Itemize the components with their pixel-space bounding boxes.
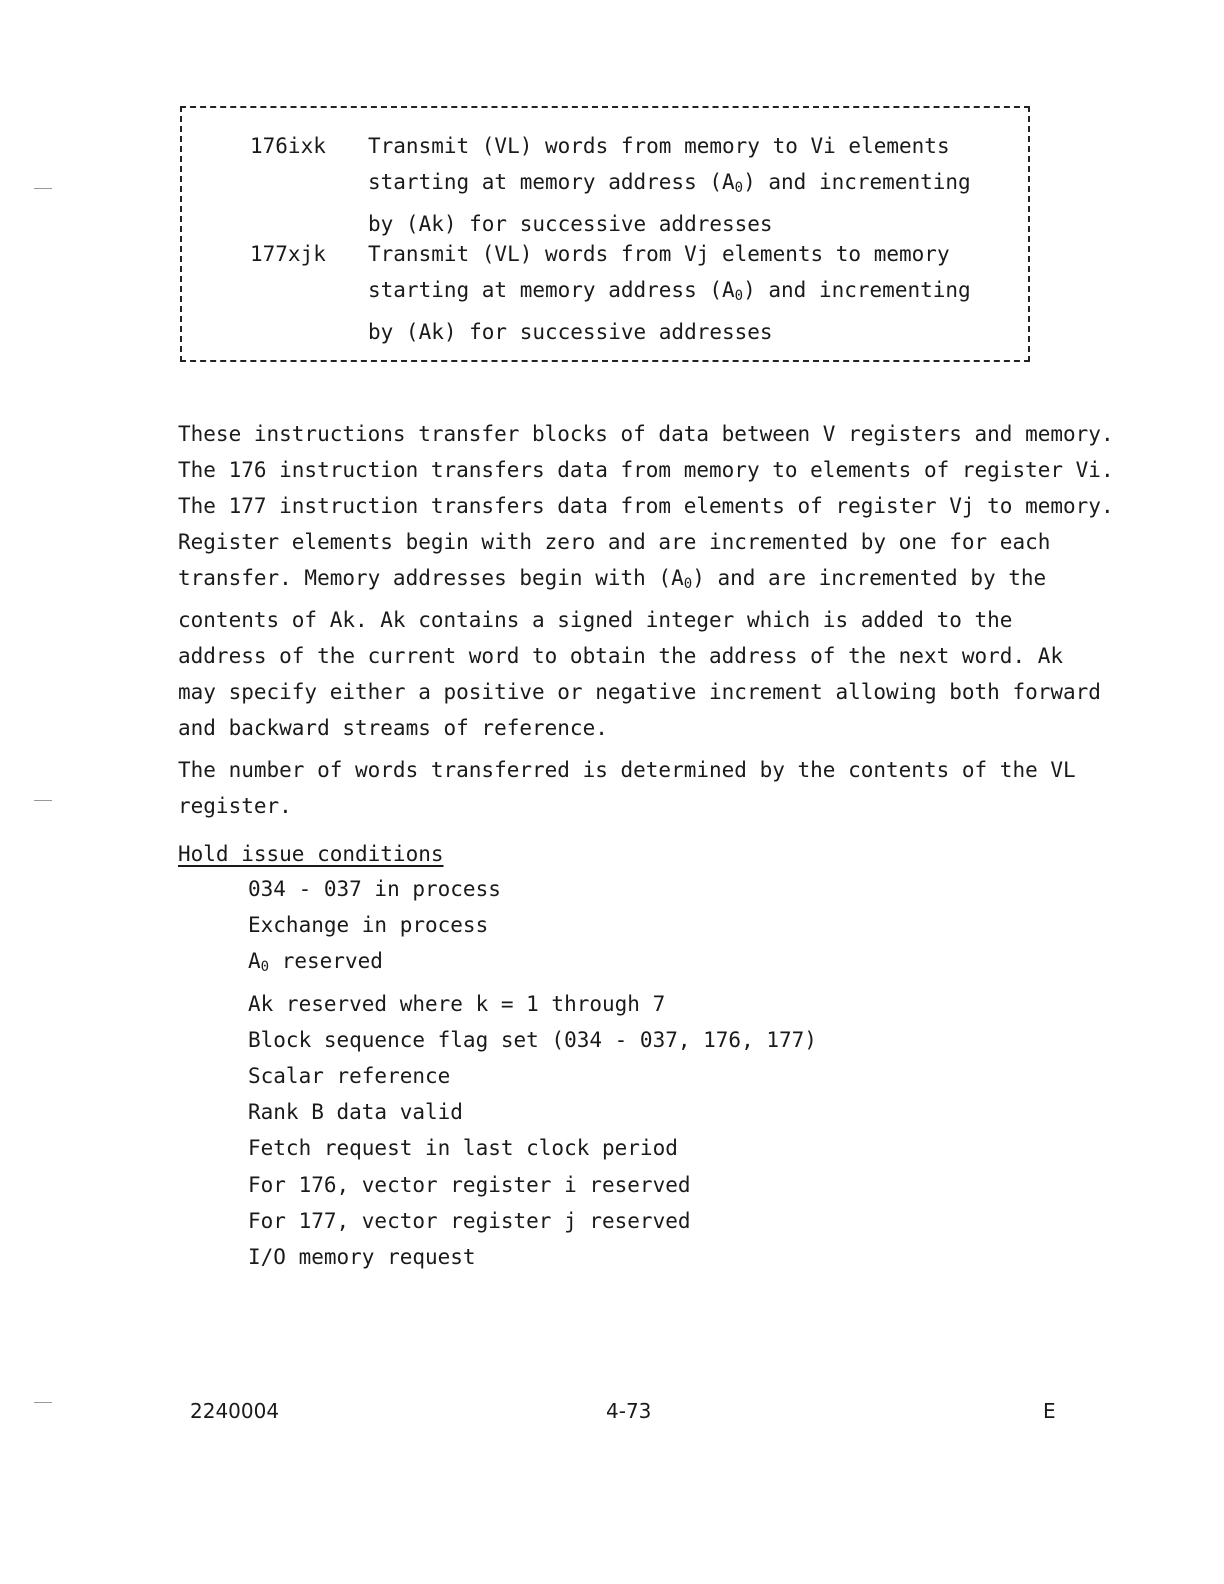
- paragraph-line: These instructions transfer blocks of data between V registers and memory.: [178, 422, 1114, 446]
- paragraph-line: may specify either a positive or negative increment allowing both forward: [178, 680, 1101, 704]
- hold-issue-list: [248, 871, 817, 1275]
- vl-paragraph: [178, 752, 1078, 824]
- hold-issue-heading: Hold issue conditions: [178, 842, 444, 866]
- instruction-description: [368, 128, 1008, 242]
- page-number: 4-73: [606, 1399, 652, 1423]
- document-number: 2240004: [190, 1399, 280, 1423]
- instruction-description: [368, 236, 1008, 350]
- paragraph-line: contents of Ak. Ak contains a signed integer which is added to the: [178, 608, 1013, 632]
- description-line: by (Ak) for successive addresses: [368, 212, 773, 236]
- list-item: Exchange in process: [248, 913, 489, 938]
- list-item: Ak reserved where k = 1 through 7: [248, 991, 666, 1016]
- description-paragraph: [178, 416, 1114, 746]
- description-line: by (Ak) for successive addresses: [368, 320, 773, 344]
- description-line: Transmit (VL) words from memory to Vi elements: [368, 134, 950, 158]
- paragraph-line: address of the current word to obtain the address of the next word. Ak: [178, 644, 1064, 668]
- paragraph-line: The 177 instruction transfers data from elements of register Vj to memory.: [178, 494, 1114, 518]
- paragraph-line: The number of words transferred is determined by the contents of the VL: [178, 758, 1076, 782]
- list-item: For 176, vector register i reserved: [248, 1172, 691, 1197]
- list-item: Rank B data valid: [248, 1100, 463, 1125]
- margin-mark: [34, 800, 52, 801]
- list-item: For 177, vector register j reserved: [248, 1208, 691, 1233]
- paragraph-line: and backward streams of reference.: [178, 716, 608, 740]
- revision-letter: E: [1043, 1399, 1056, 1423]
- description-line: starting at memory address $(A_0)$ and incrementing: [368, 278, 971, 304]
- instruction-code: 177xjk: [250, 242, 326, 266]
- list-item: Block sequence flag set (034 - 037, 176, 177): [248, 1027, 817, 1052]
- margin-mark: [34, 188, 52, 189]
- paragraph-line: Register elements begin with zero and are incremented by one for each: [178, 530, 1051, 554]
- description-line: starting at memory address $(A_0)$ and incrementing: [368, 170, 971, 196]
- paragraph-line: transfer. Memory addresses begin with $(A_0)$ and are incremented by the: [178, 566, 1047, 592]
- instruction-code: 176ixk: [250, 134, 326, 158]
- paragraph-line: The 176 instruction transfers data from memory to elements of register Vi.: [178, 458, 1114, 482]
- margin-mark: [34, 1402, 52, 1403]
- list-item: Fetch request in last clock period: [248, 1136, 678, 1161]
- list-item: I/O memory request: [248, 1245, 476, 1270]
- list-item: $A_0$ reserved: [248, 949, 383, 976]
- list-item: 034 - 037 in process: [248, 877, 501, 901]
- description-line: Transmit (VL) words from Vj elements to memory: [368, 242, 950, 266]
- paragraph-line: register.: [178, 794, 292, 818]
- instruction-format-box: [180, 106, 1030, 362]
- list-item: Scalar reference: [248, 1064, 451, 1089]
